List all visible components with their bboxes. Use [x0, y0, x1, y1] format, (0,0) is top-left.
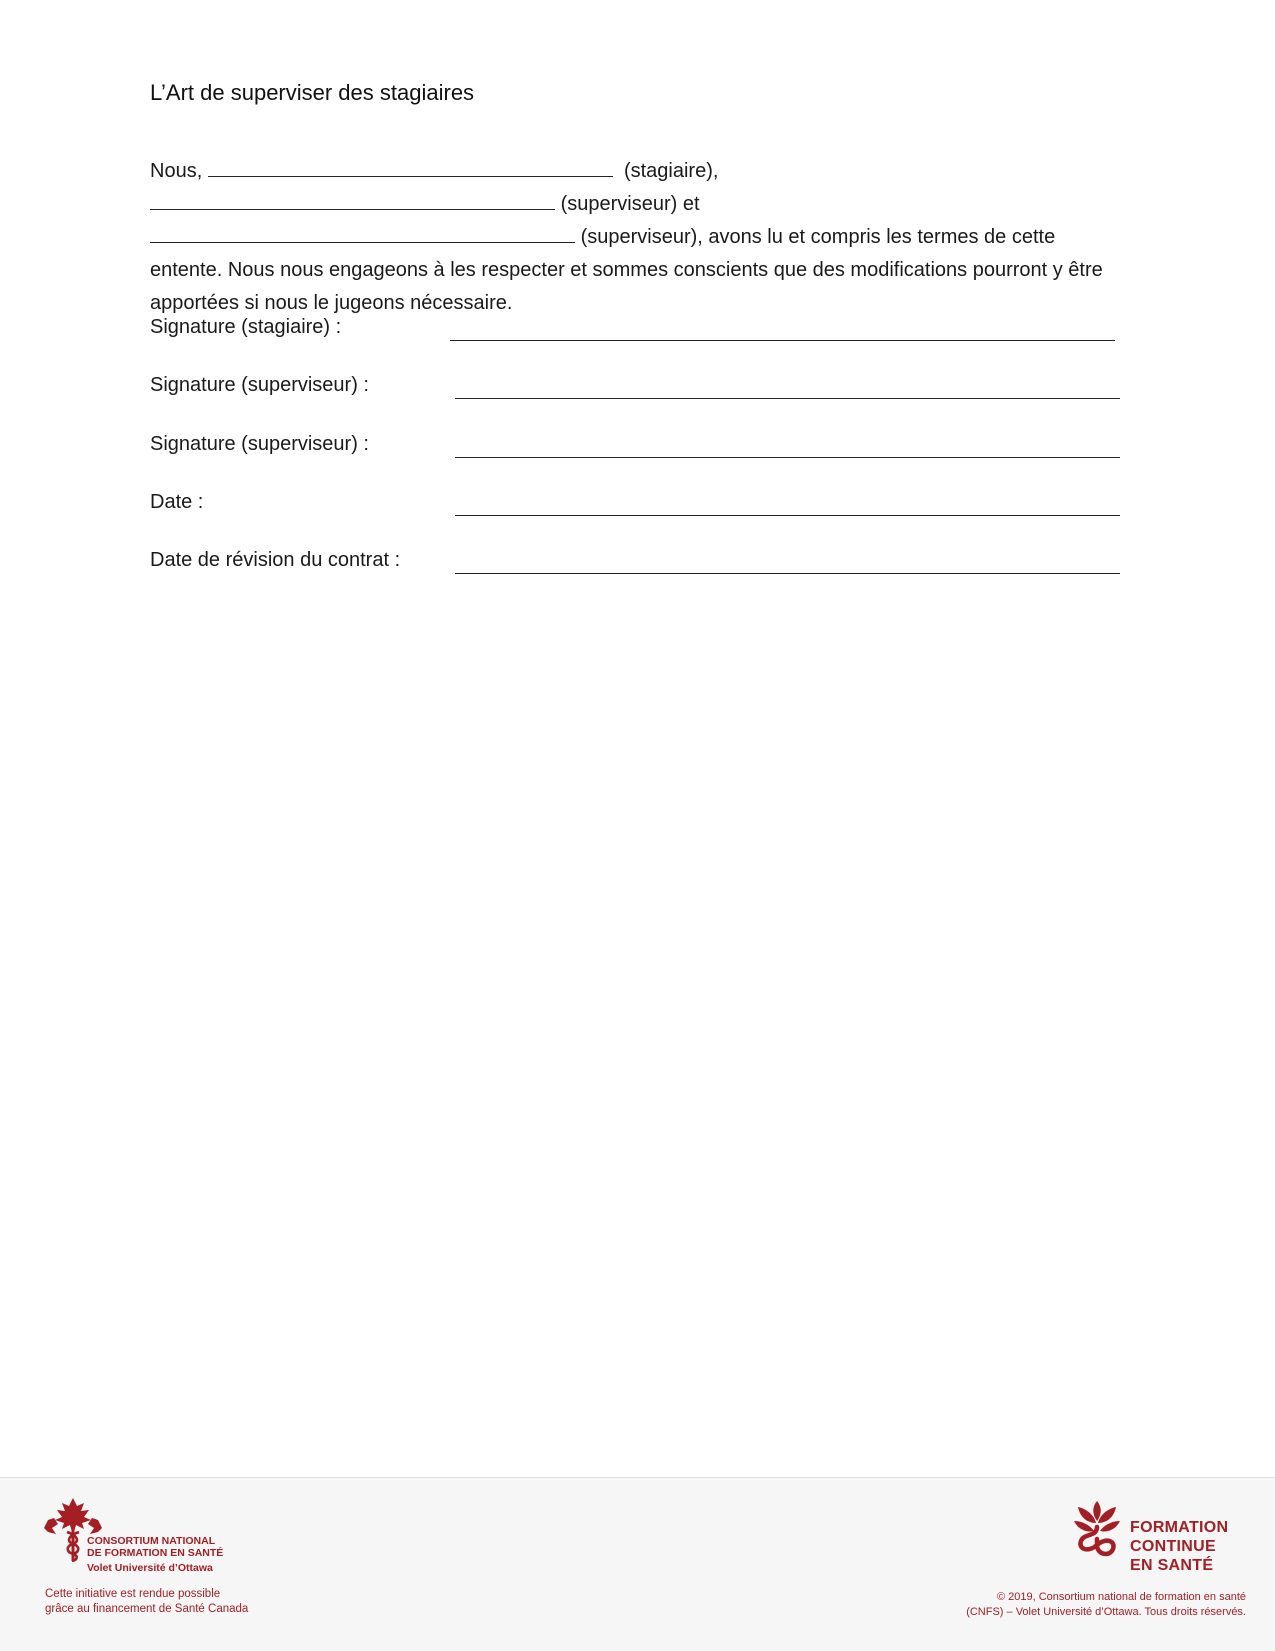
agreement-paragraph [150, 155, 1125, 320]
formation-continue-brand [1130, 1518, 1228, 1575]
signature-label: Signature (superviseur) : [150, 374, 369, 396]
signature-line [450, 340, 1115, 341]
stagiaire-name-blank [208, 155, 613, 177]
cnfs-org-name-line2: DE FORMATION EN SANTÉ [87, 1547, 224, 1559]
cnfs-org-name [87, 1535, 223, 1559]
signature-label: Signature (superviseur) : [150, 433, 369, 455]
funding-note [45, 1587, 248, 1617]
signature-line [455, 457, 1120, 458]
agreement-nous: Nous, [150, 160, 203, 182]
cnfs-volet: Volet Université d’Ottawa [87, 1562, 213, 1574]
brand-line1: FORMATION [1130, 1519, 1229, 1536]
agreement-stagiaire: (stagiaire), [623, 160, 719, 182]
superviseur-1-name-blank [150, 188, 555, 210]
funding-note-line2: grâce au financement de Santé Canada [45, 1603, 249, 1615]
date-label: Date : [150, 491, 204, 513]
superviseur-2-name-blank [150, 221, 575, 243]
funding-note-line1: Cette initiative est rendue possible [45, 1588, 221, 1600]
revision-date-line [455, 573, 1120, 574]
agreement-superviseur-et: (superviseur) et [560, 193, 700, 215]
revision-date-label: Date de révision du contrat : [150, 549, 401, 571]
signature-line [455, 398, 1120, 399]
brand-line3: EN SANTÉ [1130, 1557, 1214, 1574]
brand-line2: CONTINUE [1130, 1538, 1216, 1555]
agreement-text: (superviseur), avons lu et compris les termes de cette entente. Nous nous engageons à les respecter et sommes conscients que des modifications pourront y être apportées si nous le jugeons nécessaire. [150, 226, 1103, 314]
date-line [455, 515, 1120, 516]
copyright-notice [966, 1590, 1246, 1620]
formation-continue-leaf-logo-icon [1072, 1501, 1122, 1563]
copyright-line1: © 2019, Consortium national de formation en santé [996, 1591, 1246, 1603]
copyright-line2: (CNFS) – Volet Université d’Ottawa. Tous droits réservés. [966, 1606, 1246, 1618]
page-footer [0, 1477, 1275, 1651]
document-title: L’Art de superviser des stagiaires [150, 80, 475, 105]
cnfs-org-name-line1: CONSORTIUM NATIONAL [87, 1535, 216, 1547]
signature-label: Signature (stagiaire) : [150, 316, 342, 338]
